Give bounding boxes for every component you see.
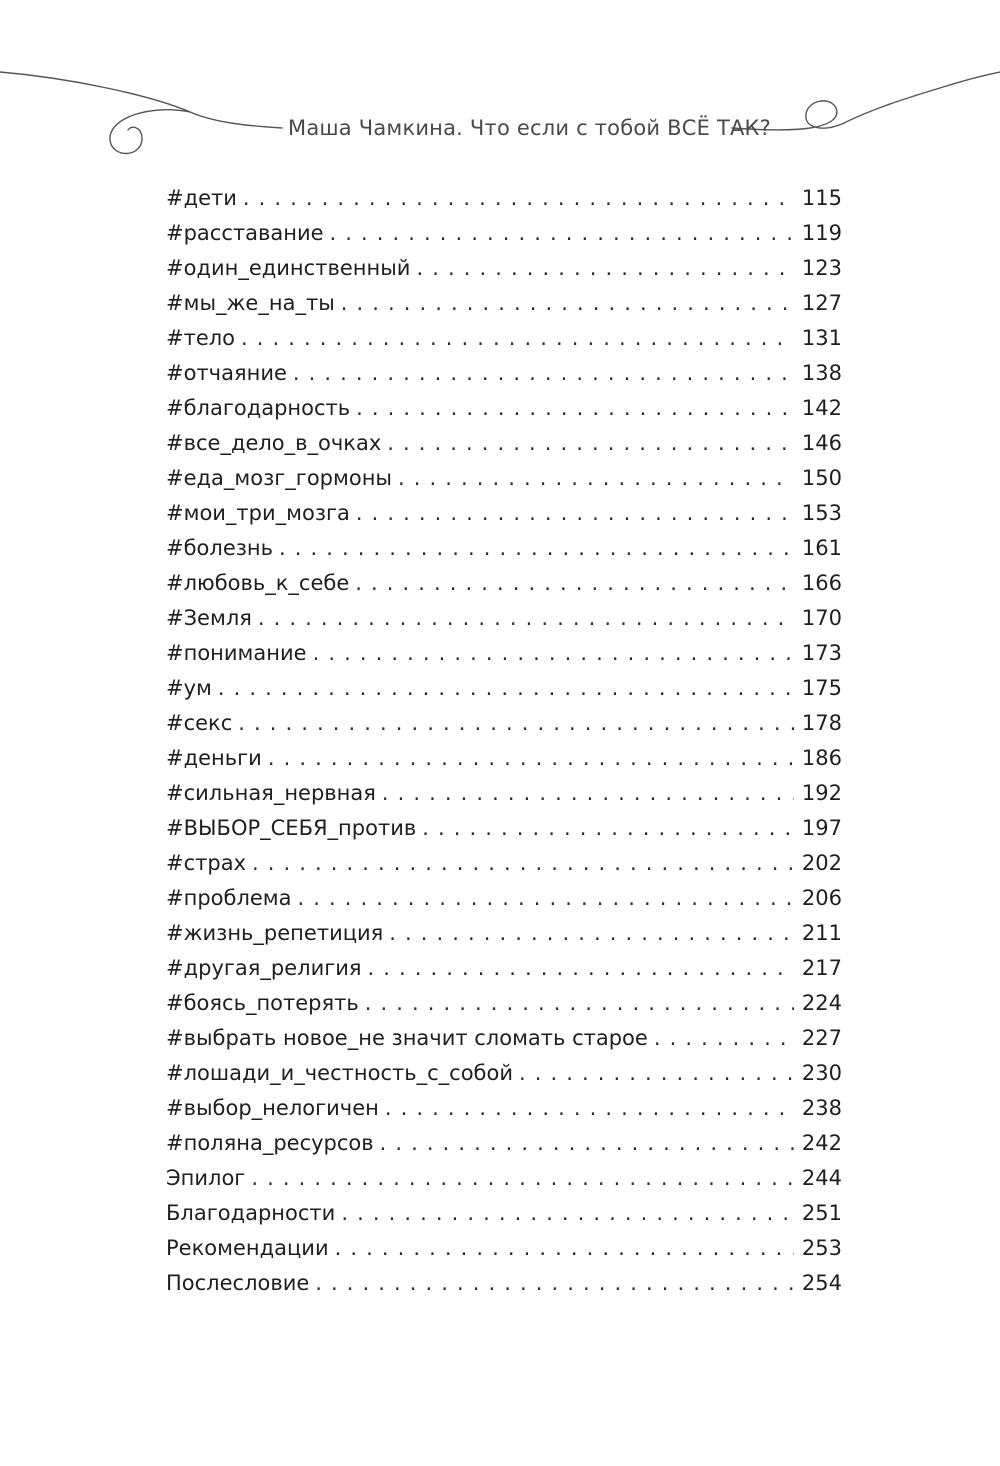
toc-dot-leader xyxy=(416,251,794,286)
toc-entry-title: #отчаяние xyxy=(166,361,287,385)
toc-entry-title: #расставание xyxy=(166,221,324,245)
toc-entry-page: 150 xyxy=(801,466,842,490)
toc-entry-page: 138 xyxy=(801,361,842,385)
toc-entry-title: #ВЫБОР_СЕБЯ_против xyxy=(166,816,417,840)
toc-entry-title: Послесловие xyxy=(166,1271,310,1295)
toc-entry-title: Рекомендации xyxy=(166,1236,329,1260)
toc-entry-title: #лошади_и_честность_с_собой xyxy=(166,1061,513,1085)
toc-entry-page: 127 xyxy=(801,291,842,315)
table-of-contents xyxy=(166,181,842,1301)
toc-entry-page: 173 xyxy=(801,641,842,665)
toc-dot-leader xyxy=(341,286,794,321)
toc-dot-leader xyxy=(243,181,794,216)
toc-dot-leader xyxy=(293,356,794,391)
toc-entry[interactable] xyxy=(166,531,842,566)
toc-entry-page: 192 xyxy=(801,781,842,805)
toc-dot-leader xyxy=(389,916,794,951)
toc-entry-page: 224 xyxy=(801,991,842,1015)
toc-entry-title: #еда_мозг_гормоны xyxy=(166,466,393,490)
toc-entry[interactable] xyxy=(166,916,842,951)
toc-entry[interactable] xyxy=(166,426,842,461)
toc-entry[interactable] xyxy=(166,1126,842,1161)
toc-entry-page: 178 xyxy=(801,711,842,735)
toc-entry-title: #проблема xyxy=(166,886,292,910)
toc-entry-title: #дети xyxy=(166,186,237,210)
toc-entry-page: 161 xyxy=(801,536,842,560)
toc-entry-title: #сильная_нервная xyxy=(166,781,376,805)
toc-entry-page: 115 xyxy=(801,186,842,210)
toc-dot-leader xyxy=(365,986,794,1021)
toc-entry-page: 166 xyxy=(801,571,842,595)
toc-entry-page: 244 xyxy=(801,1166,842,1190)
toc-entry[interactable] xyxy=(166,741,842,776)
running-header-title: Маша Чамкина. Что если с тобой ВСЁ ТАК? xyxy=(288,116,771,140)
toc-dot-leader xyxy=(356,391,794,426)
toc-entry-title: #все_дело_в_очках xyxy=(166,431,382,455)
toc-entry-title: #Земля xyxy=(166,606,252,630)
header-ornament xyxy=(0,0,1000,170)
toc-dot-leader xyxy=(380,1126,794,1161)
toc-entry[interactable] xyxy=(166,1091,842,1126)
toc-dot-leader xyxy=(258,601,794,636)
toc-entry-page: 211 xyxy=(801,921,842,945)
toc-dot-leader xyxy=(356,496,794,531)
toc-entry-title: #секс xyxy=(166,711,233,735)
toc-entry-page: 186 xyxy=(801,746,842,770)
toc-entry-page: 242 xyxy=(801,1131,842,1155)
toc-dot-leader xyxy=(279,531,794,566)
toc-dot-leader xyxy=(654,1021,794,1056)
toc-entry-title: #тело xyxy=(166,326,236,350)
toc-entry-page: 230 xyxy=(801,1061,842,1085)
toc-entry-page: 170 xyxy=(801,606,842,630)
toc-entry-title: #жизнь_репетиция xyxy=(166,921,384,945)
toc-dot-leader xyxy=(385,1091,794,1126)
toc-entry[interactable] xyxy=(166,846,842,881)
toc-dot-leader xyxy=(251,1161,794,1196)
toc-entry[interactable] xyxy=(166,356,842,391)
toc-entry-page: 142 xyxy=(801,396,842,420)
toc-entry-title: Эпилог xyxy=(166,1166,246,1190)
toc-entry-title: #понимание xyxy=(166,641,307,665)
toc-entry-title: #один_единственный xyxy=(166,256,411,280)
toc-dot-leader xyxy=(298,881,794,916)
toc-entry[interactable] xyxy=(166,391,842,426)
toc-entry-title: #поляна_ресурсов xyxy=(166,1131,374,1155)
toc-entry[interactable] xyxy=(166,1056,842,1091)
toc-entry-title: Благодарности xyxy=(166,1201,336,1225)
toc-entry[interactable] xyxy=(166,216,842,251)
toc-entry[interactable] xyxy=(166,1021,842,1056)
toc-entry-title: #ум xyxy=(166,676,212,700)
toc-entry-page: 146 xyxy=(801,431,842,455)
toc-dot-leader xyxy=(268,741,794,776)
toc-entry-page: 206 xyxy=(801,886,842,910)
toc-dot-leader xyxy=(422,811,794,846)
toc-dot-leader xyxy=(341,1196,794,1231)
toc-entry-page: 227 xyxy=(801,1026,842,1050)
toc-entry[interactable] xyxy=(166,461,842,496)
toc-entry-title: #другая_религия xyxy=(166,956,362,980)
toc-entry-title: #страх xyxy=(166,851,247,875)
toc-entry[interactable] xyxy=(166,776,842,811)
toc-entry-title: #мои_три_мозга xyxy=(166,501,350,525)
toc-dot-leader xyxy=(387,426,794,461)
toc-entry[interactable] xyxy=(166,951,842,986)
toc-entry-page: 123 xyxy=(801,256,842,280)
toc-entry-page: 175 xyxy=(801,676,842,700)
toc-entry-page: 119 xyxy=(801,221,842,245)
toc-dot-leader xyxy=(330,216,794,251)
toc-entry-page: 153 xyxy=(801,501,842,525)
toc-entry-title: #выбор_нелогичен xyxy=(166,1096,379,1120)
toc-entry[interactable] xyxy=(166,1231,842,1266)
toc-entry[interactable] xyxy=(166,1266,842,1301)
toc-entry-title: #болезнь xyxy=(166,536,274,560)
toc-entry[interactable] xyxy=(166,601,842,636)
toc-entry[interactable] xyxy=(166,986,842,1021)
toc-entry-page: 253 xyxy=(801,1236,842,1260)
toc-dot-leader xyxy=(382,776,794,811)
toc-entry[interactable] xyxy=(166,566,842,601)
toc-entry[interactable] xyxy=(166,1161,842,1196)
toc-entry[interactable] xyxy=(166,286,842,321)
toc-entry[interactable] xyxy=(166,321,842,356)
toc-entry-page: 238 xyxy=(801,1096,842,1120)
toc-entry[interactable] xyxy=(166,811,842,846)
toc-dot-leader xyxy=(519,1056,794,1091)
toc-dot-leader xyxy=(315,1266,794,1301)
toc-entry[interactable] xyxy=(166,251,842,286)
toc-dot-leader xyxy=(335,1231,794,1266)
toc-entry[interactable] xyxy=(166,881,842,916)
toc-entry[interactable] xyxy=(166,636,842,671)
toc-entry[interactable] xyxy=(166,671,842,706)
toc-dot-leader xyxy=(241,321,794,356)
toc-entry-title: #любовь_к_себе xyxy=(166,571,350,595)
toc-entry-page: 131 xyxy=(801,326,842,350)
toc-entry-title: #мы_же_на_ты xyxy=(166,291,335,315)
toc-entry-title: #деньги xyxy=(166,746,262,770)
toc-entry-page: 202 xyxy=(801,851,842,875)
toc-dot-leader xyxy=(238,706,794,741)
toc-entry-page: 217 xyxy=(801,956,842,980)
toc-dot-leader xyxy=(398,461,794,496)
toc-entry[interactable] xyxy=(166,1196,842,1231)
toc-entry[interactable] xyxy=(166,706,842,741)
toc-entry[interactable] xyxy=(166,181,842,216)
toc-entry-page: 254 xyxy=(801,1271,842,1295)
toc-dot-leader xyxy=(218,671,794,706)
toc-entry-title: #благодарность xyxy=(166,396,351,420)
toc-dot-leader xyxy=(313,636,794,671)
toc-entry-page: 251 xyxy=(801,1201,842,1225)
toc-entry-title: #боясь_потерять xyxy=(166,991,359,1015)
toc-dot-leader xyxy=(252,846,794,881)
toc-dot-leader xyxy=(368,951,794,986)
toc-entry-page: 197 xyxy=(801,816,842,840)
toc-entry-title: #выбрать новое_не значит сломать старое xyxy=(166,1026,648,1050)
toc-dot-leader xyxy=(355,566,794,601)
toc-entry[interactable] xyxy=(166,496,842,531)
